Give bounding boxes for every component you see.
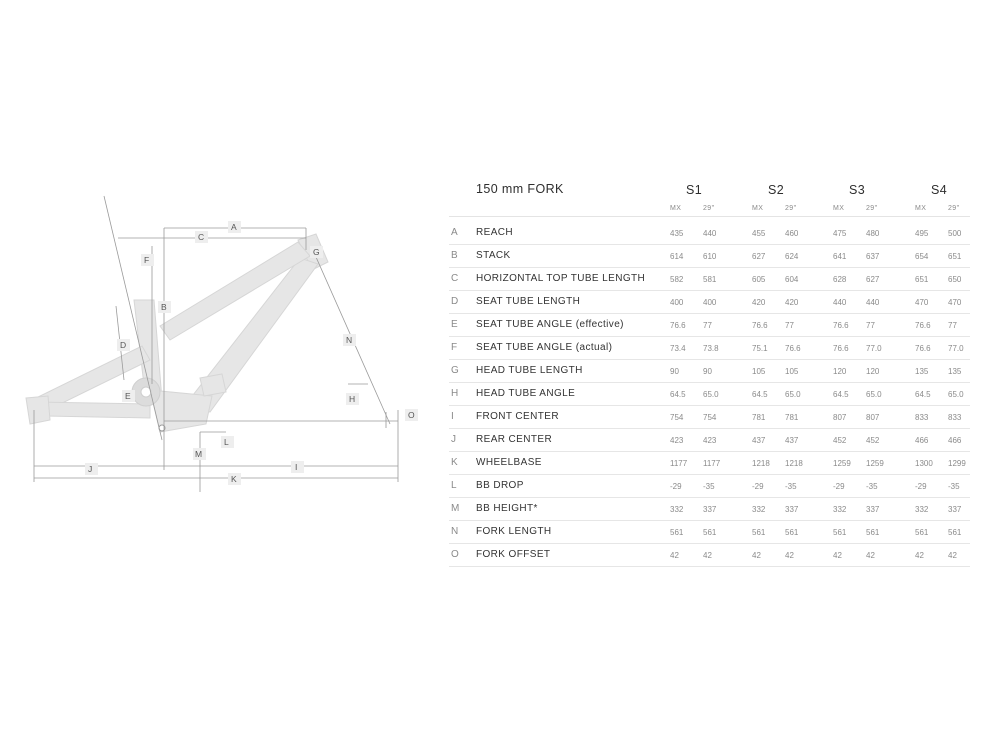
row-value: 42 xyxy=(703,551,712,560)
row-value: 614 xyxy=(670,252,684,261)
row-letter: N xyxy=(451,526,459,537)
row-value: -29 xyxy=(833,482,845,491)
row-label: SEAT TUBE ANGLE (actual) xyxy=(476,342,613,353)
row-value: 76.6 xyxy=(833,321,849,330)
dim-j: J xyxy=(88,464,93,474)
row-label: FRONT CENTER xyxy=(476,411,559,422)
row-value: 807 xyxy=(833,413,847,422)
row-value: 337 xyxy=(948,505,962,514)
row-value: 90 xyxy=(703,367,712,376)
wheel-header-s3-29: 29" xyxy=(866,205,878,212)
wheel-header-s2-29: 29" xyxy=(785,205,797,212)
row-value: 42 xyxy=(670,551,679,560)
row-value: 42 xyxy=(948,551,957,560)
wheel-header-s1-29: 29" xyxy=(703,205,715,212)
wheel-header-s2-mx: MX xyxy=(752,205,764,212)
row-value: 1177 xyxy=(670,459,688,468)
row-label: REAR CENTER xyxy=(476,434,553,445)
row-label: HEAD TUBE ANGLE xyxy=(476,388,576,399)
row-label: HEAD TUBE LENGTH xyxy=(476,365,583,376)
row-value: 120 xyxy=(833,367,847,376)
dim-f: F xyxy=(144,255,150,265)
row-value: -29 xyxy=(915,482,927,491)
dim-m: M xyxy=(195,449,203,459)
row-value: 77.0 xyxy=(948,344,964,353)
row-value: 582 xyxy=(670,275,684,284)
row-value: 651 xyxy=(948,252,962,261)
row-value: 466 xyxy=(915,436,929,445)
row-value: 64.5 xyxy=(833,390,849,399)
row-letter: O xyxy=(451,549,459,560)
row-value: 480 xyxy=(866,229,880,238)
row-value: 561 xyxy=(915,528,929,537)
row-value: 466 xyxy=(948,436,962,445)
row-value: 77.0 xyxy=(866,344,882,353)
row-letter: L xyxy=(451,480,457,491)
row-value: 833 xyxy=(915,413,929,422)
table-row xyxy=(449,383,970,406)
row-value: 105 xyxy=(785,367,799,376)
row-value: 605 xyxy=(752,275,766,284)
row-value: 42 xyxy=(752,551,761,560)
row-value: 77 xyxy=(866,321,875,330)
row-value: 1259 xyxy=(866,459,884,468)
row-value: 105 xyxy=(752,367,766,376)
dim-g: G xyxy=(313,247,320,257)
row-value: 64.5 xyxy=(752,390,768,399)
table-row xyxy=(449,337,970,360)
row-value: 332 xyxy=(833,505,847,514)
table-row xyxy=(449,498,970,521)
row-letter: A xyxy=(451,227,458,238)
row-value: 627 xyxy=(866,275,880,284)
row-value: 42 xyxy=(866,551,875,560)
row-value: 73.4 xyxy=(670,344,686,353)
row-value: 135 xyxy=(948,367,962,376)
table-row xyxy=(449,475,970,498)
row-value: 64.5 xyxy=(915,390,931,399)
row-letter: J xyxy=(451,434,456,445)
row-value: 452 xyxy=(833,436,847,445)
row-value: 581 xyxy=(703,275,717,284)
row-value: -29 xyxy=(752,482,764,491)
row-value: 610 xyxy=(703,252,717,261)
row-value: 64.5 xyxy=(670,390,686,399)
row-value: 337 xyxy=(785,505,799,514)
row-value: 76.6 xyxy=(915,344,931,353)
row-value: 440 xyxy=(866,298,880,307)
row-value: -35 xyxy=(785,482,797,491)
frame-silhouette xyxy=(26,234,328,432)
row-label: BB DROP xyxy=(476,480,524,491)
row-value: 76.6 xyxy=(670,321,686,330)
row-value: 781 xyxy=(752,413,766,422)
row-letter: F xyxy=(451,342,458,353)
row-value: 65.0 xyxy=(866,390,882,399)
row-value: 561 xyxy=(866,528,880,537)
row-value: 42 xyxy=(915,551,924,560)
row-value: 641 xyxy=(833,252,847,261)
row-value: 1218 xyxy=(785,459,803,468)
row-label: BB HEIGHT* xyxy=(476,503,538,514)
row-value: 423 xyxy=(670,436,684,445)
row-letter: E xyxy=(451,319,458,330)
dim-a: A xyxy=(231,222,237,232)
table-row xyxy=(449,314,970,337)
row-value: 1300 xyxy=(915,459,933,468)
dim-l: L xyxy=(224,437,229,447)
row-value: 77 xyxy=(785,321,794,330)
size-header-s2: S2 xyxy=(768,183,785,197)
table-row xyxy=(449,291,970,314)
row-value: 624 xyxy=(785,252,799,261)
row-value: 1299 xyxy=(948,459,966,468)
row-value: 470 xyxy=(948,298,962,307)
row-letter: B xyxy=(451,250,458,261)
row-value: 637 xyxy=(866,252,880,261)
row-value: 561 xyxy=(785,528,799,537)
row-value: 460 xyxy=(785,229,799,238)
row-label: HORIZONTAL TOP TUBE LENGTH xyxy=(476,273,646,284)
row-value: 437 xyxy=(752,436,766,445)
row-letter: I xyxy=(451,411,454,422)
table-row xyxy=(449,544,970,567)
row-value: 650 xyxy=(948,275,962,284)
row-value: 561 xyxy=(948,528,962,537)
row-value: 400 xyxy=(670,298,684,307)
row-value: -35 xyxy=(866,482,878,491)
table-row xyxy=(449,521,970,544)
row-value: 42 xyxy=(833,551,842,560)
row-value: 337 xyxy=(703,505,717,514)
row-value: 90 xyxy=(670,367,679,376)
row-value: 77 xyxy=(948,321,957,330)
table-body xyxy=(449,222,970,567)
row-value: 135 xyxy=(915,367,929,376)
row-value: 337 xyxy=(866,505,880,514)
row-value: 781 xyxy=(785,413,799,422)
table-row xyxy=(449,360,970,383)
table-row xyxy=(449,222,970,245)
row-value: 475 xyxy=(833,229,847,238)
row-letter: M xyxy=(451,503,460,514)
dim-e: E xyxy=(125,391,131,401)
row-value: 65.0 xyxy=(703,390,719,399)
row-value: 754 xyxy=(670,413,684,422)
row-value: 435 xyxy=(670,229,684,238)
table-title: 150 mm FORK xyxy=(476,182,564,196)
row-value: 627 xyxy=(752,252,766,261)
row-value: 420 xyxy=(785,298,799,307)
row-label: STACK xyxy=(476,250,511,261)
row-value: 470 xyxy=(915,298,929,307)
row-value: 561 xyxy=(670,528,684,537)
table-row xyxy=(449,452,970,475)
row-value: 561 xyxy=(703,528,717,537)
dim-c: C xyxy=(198,232,205,242)
row-value: 65.0 xyxy=(948,390,964,399)
row-value: 455 xyxy=(752,229,766,238)
row-value: 423 xyxy=(703,436,717,445)
frame-geometry-diagram xyxy=(0,0,440,520)
row-value: 75.1 xyxy=(752,344,768,353)
row-value: 437 xyxy=(785,436,799,445)
row-label: SEAT TUBE ANGLE (effective) xyxy=(476,319,624,330)
row-label: FORK OFFSET xyxy=(476,549,551,560)
row-value: 654 xyxy=(915,252,929,261)
row-value: 65.0 xyxy=(785,390,801,399)
row-value: 120 xyxy=(866,367,880,376)
row-value: 73.8 xyxy=(703,344,719,353)
row-letter: D xyxy=(451,296,459,307)
wheel-header-s4-29: 29" xyxy=(948,205,960,212)
dim-n: N xyxy=(346,335,353,345)
table-row xyxy=(449,245,970,268)
wheel-header-s3-mx: MX xyxy=(833,205,845,212)
wheel-header-s1-mx: MX xyxy=(670,205,682,212)
dim-b: B xyxy=(161,302,167,312)
row-value: 77 xyxy=(703,321,712,330)
size-header-s4: S4 xyxy=(931,183,948,197)
row-label: REACH xyxy=(476,227,514,238)
row-value: 1218 xyxy=(752,459,770,468)
row-value: 42 xyxy=(785,551,794,560)
row-value: 807 xyxy=(866,413,880,422)
row-value: 332 xyxy=(752,505,766,514)
header-divider xyxy=(449,216,970,217)
table-row xyxy=(449,429,970,452)
row-value: 500 xyxy=(948,229,962,238)
row-value: 561 xyxy=(752,528,766,537)
row-value: 400 xyxy=(703,298,717,307)
row-value: 1177 xyxy=(703,459,721,468)
row-value: 440 xyxy=(703,229,717,238)
row-value: -35 xyxy=(948,482,960,491)
row-value: 495 xyxy=(915,229,929,238)
row-value: 604 xyxy=(785,275,799,284)
row-value: 76.6 xyxy=(752,321,768,330)
row-label: WHEELBASE xyxy=(476,457,542,468)
dim-o: O xyxy=(408,410,415,420)
dim-k: K xyxy=(231,474,237,484)
row-letter: C xyxy=(451,273,459,284)
wheel-header-s4-mx: MX xyxy=(915,205,927,212)
dim-d: D xyxy=(120,340,127,350)
row-value: 628 xyxy=(833,275,847,284)
row-value: 651 xyxy=(915,275,929,284)
row-label: SEAT TUBE LENGTH xyxy=(476,296,581,307)
row-letter: K xyxy=(451,457,458,468)
row-value: 76.6 xyxy=(915,321,931,330)
row-value: 440 xyxy=(833,298,847,307)
row-value: 754 xyxy=(703,413,717,422)
size-header-s1: S1 xyxy=(686,183,703,197)
row-value: 561 xyxy=(833,528,847,537)
row-value: 332 xyxy=(915,505,929,514)
row-value: 833 xyxy=(948,413,962,422)
row-value: 452 xyxy=(866,436,880,445)
row-letter: G xyxy=(451,365,459,376)
row-value: 332 xyxy=(670,505,684,514)
dim-h: H xyxy=(349,394,356,404)
size-header-s3: S3 xyxy=(849,183,866,197)
row-letter: H xyxy=(451,388,459,399)
dim-i: I xyxy=(295,462,298,472)
table-row xyxy=(449,406,970,429)
row-label: FORK LENGTH xyxy=(476,526,552,537)
row-value: 1259 xyxy=(833,459,851,468)
row-value: -29 xyxy=(670,482,682,491)
row-value: 76.6 xyxy=(785,344,801,353)
table-row xyxy=(449,268,970,291)
row-value: 76.6 xyxy=(833,344,849,353)
row-value: -35 xyxy=(703,482,715,491)
row-value: 420 xyxy=(752,298,766,307)
